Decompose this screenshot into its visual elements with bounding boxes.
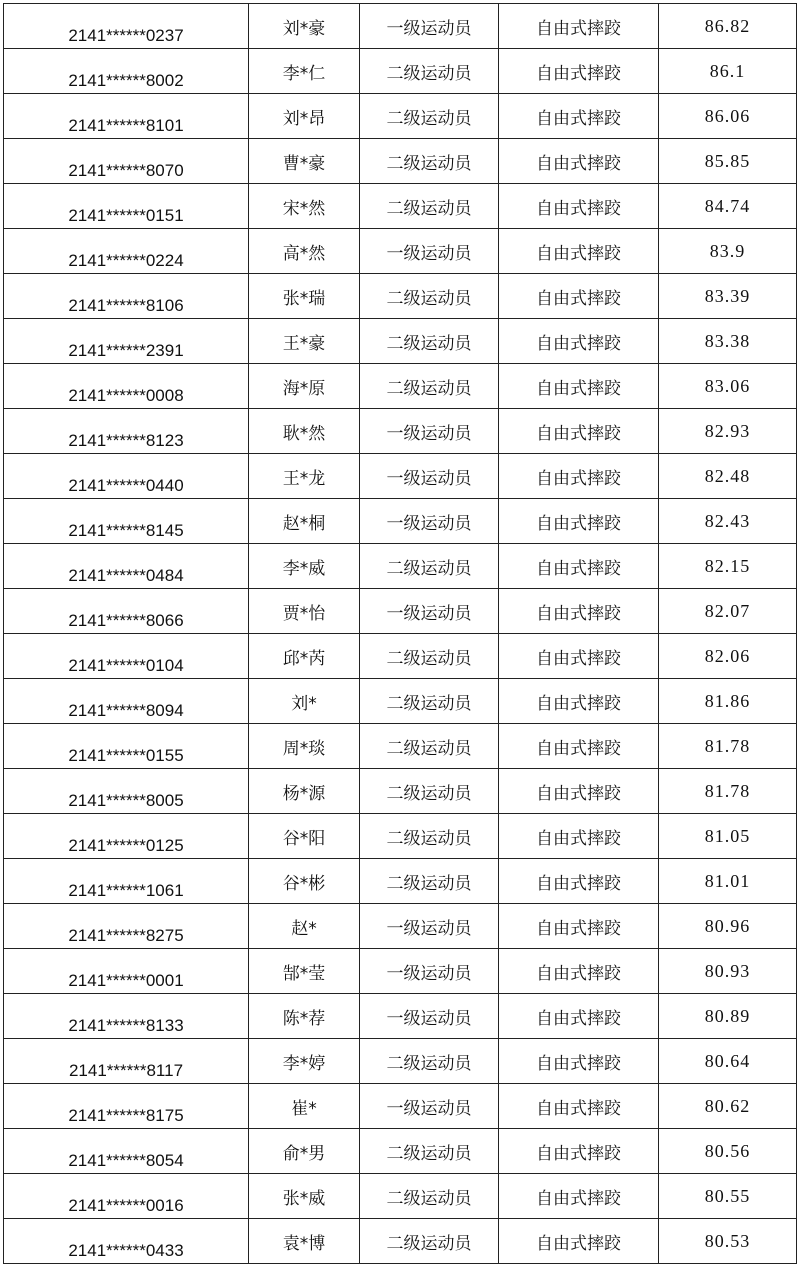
table-row <box>4 1129 797 1174</box>
registration-number-cell: 2141******8005 <box>4 769 249 814</box>
athlete-level-cell: 二级运动员 <box>360 49 499 94</box>
event-cell: 自由式摔跤 <box>499 229 659 274</box>
athlete-name-cell: 刘*豪 <box>249 4 360 49</box>
athlete-name-cell: 张*瑞 <box>249 274 360 319</box>
athlete-level-cell: 一级运动员 <box>360 409 499 454</box>
registration-number-cell: 2141******8117 <box>4 1039 249 1084</box>
table-row <box>4 1084 797 1129</box>
registration-number-cell: 2141******0155 <box>4 724 249 769</box>
table-row <box>4 49 797 94</box>
athlete-level-cell: 一级运动员 <box>360 994 499 1039</box>
results-table-body <box>4 4 797 1264</box>
athlete-name-cell: 俞*男 <box>249 1129 360 1174</box>
registration-number-cell: 2141******0433 <box>4 1219 249 1264</box>
score-cell: 81.78 <box>659 769 797 814</box>
score-cell: 83.38 <box>659 319 797 364</box>
athlete-level-cell: 一级运动员 <box>360 1084 499 1129</box>
athlete-name-cell: 海*原 <box>249 364 360 409</box>
table-row <box>4 634 797 679</box>
athlete-name-cell: 周*琰 <box>249 724 360 769</box>
athlete-name-cell: 李*婷 <box>249 1039 360 1084</box>
table-row <box>4 1174 797 1219</box>
registration-number-cell: 2141******8106 <box>4 274 249 319</box>
athlete-name-cell: 刘* <box>249 679 360 724</box>
athlete-level-cell: 一级运动员 <box>360 499 499 544</box>
score-cell: 84.74 <box>659 184 797 229</box>
event-cell: 自由式摔跤 <box>499 319 659 364</box>
table-row <box>4 949 797 994</box>
athlete-level-cell: 二级运动员 <box>360 184 499 229</box>
event-cell: 自由式摔跤 <box>499 1219 659 1264</box>
score-cell: 80.89 <box>659 994 797 1039</box>
athlete-level-cell: 一级运动员 <box>360 229 499 274</box>
athlete-name-cell: 宋*然 <box>249 184 360 229</box>
table-row <box>4 1039 797 1084</box>
score-cell: 86.82 <box>659 4 797 49</box>
athlete-level-cell: 一级运动员 <box>360 589 499 634</box>
event-cell: 自由式摔跤 <box>499 184 659 229</box>
event-cell: 自由式摔跤 <box>499 904 659 949</box>
event-cell: 自由式摔跤 <box>499 544 659 589</box>
athlete-name-cell: 耿*然 <box>249 409 360 454</box>
athlete-name-cell: 贾*怡 <box>249 589 360 634</box>
score-cell: 85.85 <box>659 139 797 184</box>
athlete-level-cell: 二级运动员 <box>360 364 499 409</box>
registration-number-cell: 2141******0151 <box>4 184 249 229</box>
athlete-name-cell: 郜*莹 <box>249 949 360 994</box>
score-cell: 80.56 <box>659 1129 797 1174</box>
score-cell: 83.39 <box>659 274 797 319</box>
athlete-level-cell: 二级运动员 <box>360 319 499 364</box>
registration-number-cell: 2141******8275 <box>4 904 249 949</box>
athlete-name-cell: 邱*芮 <box>249 634 360 679</box>
score-cell: 80.93 <box>659 949 797 994</box>
score-cell: 81.01 <box>659 859 797 904</box>
score-cell: 82.48 <box>659 454 797 499</box>
athlete-level-cell: 二级运动员 <box>360 814 499 859</box>
table-row <box>4 499 797 544</box>
athlete-level-cell: 二级运动员 <box>360 679 499 724</box>
event-cell: 自由式摔跤 <box>499 49 659 94</box>
table-row <box>4 859 797 904</box>
athlete-level-cell: 二级运动员 <box>360 634 499 679</box>
table-row <box>4 769 797 814</box>
table-row <box>4 184 797 229</box>
table-row <box>4 589 797 634</box>
athlete-level-cell: 二级运动员 <box>360 1039 499 1084</box>
event-cell: 自由式摔跤 <box>499 4 659 49</box>
athlete-name-cell: 曹*豪 <box>249 139 360 184</box>
athlete-name-cell: 谷*彬 <box>249 859 360 904</box>
score-cell: 86.1 <box>659 49 797 94</box>
score-cell: 80.62 <box>659 1084 797 1129</box>
athlete-level-cell: 二级运动员 <box>360 139 499 184</box>
athlete-name-cell: 刘*昂 <box>249 94 360 139</box>
score-cell: 83.06 <box>659 364 797 409</box>
table-row <box>4 724 797 769</box>
event-cell: 自由式摔跤 <box>499 724 659 769</box>
registration-number-cell: 2141******1061 <box>4 859 249 904</box>
table-row <box>4 364 797 409</box>
registration-number-cell: 2141******2391 <box>4 319 249 364</box>
registration-number-cell: 2141******8145 <box>4 499 249 544</box>
table-row <box>4 904 797 949</box>
event-cell: 自由式摔跤 <box>499 859 659 904</box>
event-cell: 自由式摔跤 <box>499 679 659 724</box>
athlete-name-cell: 李*威 <box>249 544 360 589</box>
table-row <box>4 94 797 139</box>
score-cell: 82.06 <box>659 634 797 679</box>
event-cell: 自由式摔跤 <box>499 139 659 184</box>
registration-number-cell: 2141******0104 <box>4 634 249 679</box>
table-row <box>4 994 797 1039</box>
athlete-level-cell: 二级运动员 <box>360 1219 499 1264</box>
score-cell: 80.64 <box>659 1039 797 1084</box>
score-cell: 82.07 <box>659 589 797 634</box>
registration-number-cell: 2141******8054 <box>4 1129 249 1174</box>
event-cell: 自由式摔跤 <box>499 949 659 994</box>
event-cell: 自由式摔跤 <box>499 1129 659 1174</box>
athlete-name-cell: 崔* <box>249 1084 360 1129</box>
registration-number-cell: 2141******0001 <box>4 949 249 994</box>
athlete-level-cell: 二级运动员 <box>360 769 499 814</box>
athlete-level-cell: 二级运动员 <box>360 274 499 319</box>
registration-number-cell: 2141******8133 <box>4 994 249 1039</box>
score-cell: 81.86 <box>659 679 797 724</box>
event-cell: 自由式摔跤 <box>499 364 659 409</box>
registration-number-cell: 2141******8002 <box>4 49 249 94</box>
registration-number-cell: 2141******8070 <box>4 139 249 184</box>
athlete-level-cell: 二级运动员 <box>360 94 499 139</box>
athlete-level-cell: 一级运动员 <box>360 454 499 499</box>
event-cell: 自由式摔跤 <box>499 1039 659 1084</box>
registration-number-cell: 2141******0237 <box>4 4 249 49</box>
table-row <box>4 139 797 184</box>
registration-number-cell: 2141******8175 <box>4 1084 249 1129</box>
results-table <box>3 3 797 1264</box>
event-cell: 自由式摔跤 <box>499 499 659 544</box>
event-cell: 自由式摔跤 <box>499 1174 659 1219</box>
registration-number-cell: 2141******0008 <box>4 364 249 409</box>
event-cell: 自由式摔跤 <box>499 409 659 454</box>
athlete-name-cell: 陈*荐 <box>249 994 360 1039</box>
score-cell: 80.96 <box>659 904 797 949</box>
athlete-name-cell: 王*豪 <box>249 319 360 364</box>
registration-number-cell: 2141******8066 <box>4 589 249 634</box>
registration-number-cell: 2141******0125 <box>4 814 249 859</box>
registration-number-cell: 2141******0484 <box>4 544 249 589</box>
athlete-name-cell: 赵*桐 <box>249 499 360 544</box>
athlete-level-cell: 二级运动员 <box>360 859 499 904</box>
registration-number-cell: 2141******0016 <box>4 1174 249 1219</box>
event-cell: 自由式摔跤 <box>499 769 659 814</box>
athlete-level-cell: 二级运动员 <box>360 1129 499 1174</box>
athlete-level-cell: 一级运动员 <box>360 4 499 49</box>
table-row <box>4 544 797 589</box>
registration-number-cell: 2141******0224 <box>4 229 249 274</box>
score-cell: 80.55 <box>659 1174 797 1219</box>
table-row <box>4 274 797 319</box>
athlete-level-cell: 二级运动员 <box>360 1174 499 1219</box>
athlete-name-cell: 谷*阳 <box>249 814 360 859</box>
table-row <box>4 1219 797 1264</box>
event-cell: 自由式摔跤 <box>499 994 659 1039</box>
table-row <box>4 319 797 364</box>
athlete-level-cell: 一级运动员 <box>360 949 499 994</box>
table-row <box>4 814 797 859</box>
event-cell: 自由式摔跤 <box>499 589 659 634</box>
event-cell: 自由式摔跤 <box>499 454 659 499</box>
score-cell: 80.53 <box>659 1219 797 1264</box>
athlete-name-cell: 袁*博 <box>249 1219 360 1264</box>
table-row <box>4 679 797 724</box>
athlete-name-cell: 杨*源 <box>249 769 360 814</box>
athlete-name-cell: 高*然 <box>249 229 360 274</box>
event-cell: 自由式摔跤 <box>499 634 659 679</box>
registration-number-cell: 2141******8094 <box>4 679 249 724</box>
athlete-name-cell: 赵* <box>249 904 360 949</box>
athlete-name-cell: 张*威 <box>249 1174 360 1219</box>
score-cell: 82.43 <box>659 499 797 544</box>
table-row <box>4 409 797 454</box>
score-cell: 81.78 <box>659 724 797 769</box>
athlete-name-cell: 王*龙 <box>249 454 360 499</box>
score-cell: 81.05 <box>659 814 797 859</box>
registration-number-cell: 2141******0440 <box>4 454 249 499</box>
table-row <box>4 229 797 274</box>
event-cell: 自由式摔跤 <box>499 814 659 859</box>
event-cell: 自由式摔跤 <box>499 274 659 319</box>
athlete-level-cell: 二级运动员 <box>360 544 499 589</box>
athlete-name-cell: 李*仁 <box>249 49 360 94</box>
event-cell: 自由式摔跤 <box>499 94 659 139</box>
table-row <box>4 4 797 49</box>
athlete-level-cell: 二级运动员 <box>360 724 499 769</box>
score-cell: 86.06 <box>659 94 797 139</box>
registration-number-cell: 2141******8101 <box>4 94 249 139</box>
score-cell: 83.9 <box>659 229 797 274</box>
registration-number-cell: 2141******8123 <box>4 409 249 454</box>
event-cell: 自由式摔跤 <box>499 1084 659 1129</box>
table-row <box>4 454 797 499</box>
score-cell: 82.93 <box>659 409 797 454</box>
score-cell: 82.15 <box>659 544 797 589</box>
athlete-level-cell: 一级运动员 <box>360 904 499 949</box>
